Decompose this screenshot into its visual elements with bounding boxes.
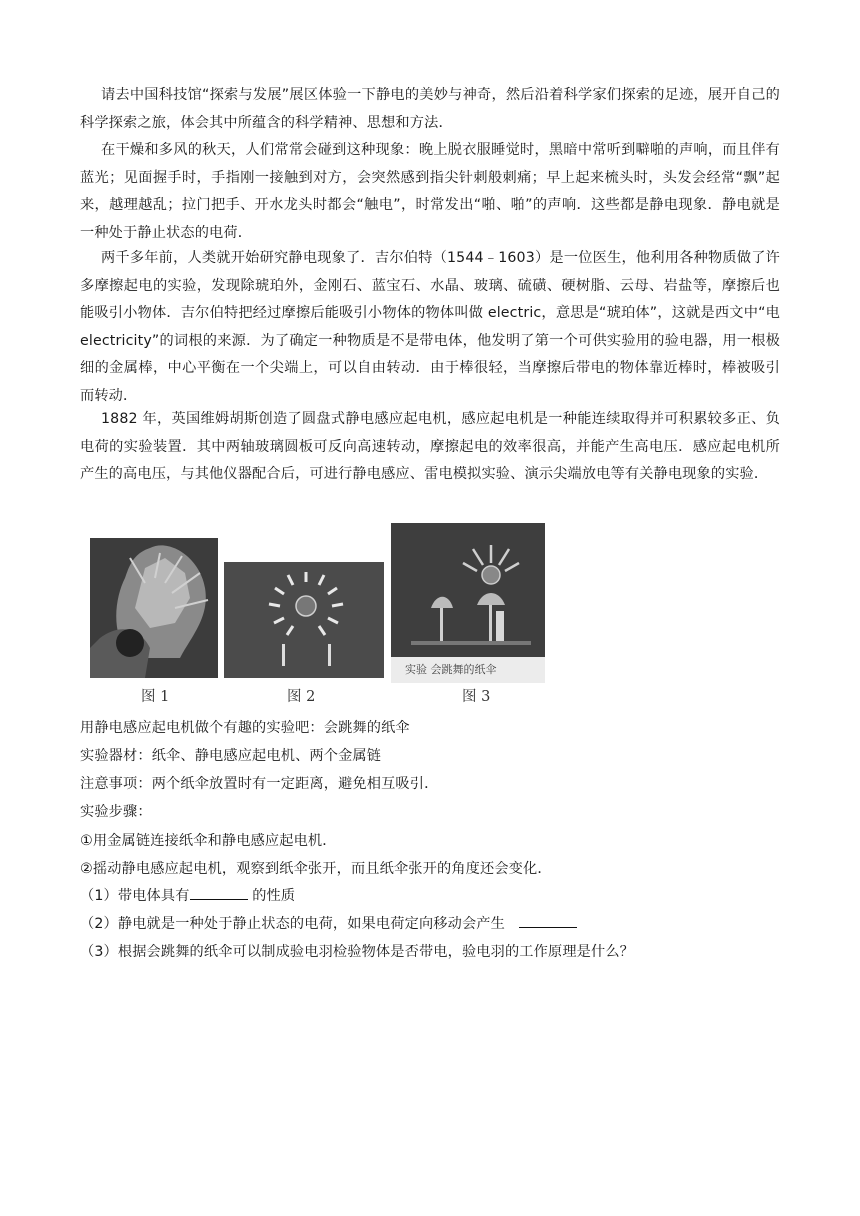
- figure-1-image: [90, 538, 218, 678]
- experiment-steps-title: 实验步骤：: [80, 804, 152, 820]
- figure-2-caption: 图 2: [287, 689, 316, 705]
- figure-3-caption: 图 3: [462, 689, 491, 705]
- experiment-materials: 实验器材：纸伞、静电感应起电机、两个金属链: [80, 748, 382, 764]
- experiment-notes: 注意事项：两个纸伞放置时有一定距离，避免相互吸引．: [80, 776, 439, 792]
- question-2-prefix: （2）静电就是一种处于静止状态的电荷，如果电荷定向移动会产生: [80, 916, 520, 932]
- question-1: [80, 886, 295, 906]
- paragraph-autumn-static: 在干燥和多风的秋天，人们常常会碰到这种现象：晚上脱衣服睡觉时，黑暗中常听到噼啪的声响，而且伴有蓝光；见面握手时，手指刚一接触到对方，会突然感到指尖针刺般刺痛；早上起来梳头时，头发会经常“飘”起来，越理越乱；拉门把手、开水龙头时都会“触电”，时常发出“啪、啪”的声响．这些都是静电现象．静电就是一种处于静止状态的电荷．: [80, 142, 780, 241]
- paragraph-gilbert: 两千多年前，人类就开始研究静电现象了．吉尔伯特（1544﹣1603）是一位医生，他利用各种物质做了许多摩擦起电的实验，发现除琥珀外，金刚石、蓝宝石、水晶、玻璃、硫磺、硬树脂、云母、岩盐等，摩擦后也能吸引小物体．吉尔伯特把经过摩擦后能吸引小物体的物体叫做 electric，意思是“琥珀体”，这就是西文中“电 electricity”的词根的来源．为了确定一种物质是不是带电体，他发明了第一个可供实验用的验电器，用一根极细的金属棒，中心平衡在一个尖端上，可以自由转动．由于棒很轻，当摩擦后带电的物体靠近棒时，棒被吸引而转动．: [80, 250, 780, 404]
- figure-1-photo: [90, 538, 218, 678]
- question-1-answer-blank[interactable]: [190, 899, 248, 900]
- figure-3-inner-label: 实验 会跳舞的纸伞: [405, 663, 497, 676]
- figure-3-image: [391, 523, 545, 683]
- figure-2-photo: [224, 562, 384, 678]
- figure-1-caption: 图 1: [141, 689, 170, 705]
- question-1-prefix: （1）带电体具有: [80, 888, 190, 904]
- question-1-suffix: 的性质: [247, 888, 296, 904]
- experiment-intro: 用静电感应起电机做个有趣的实验吧：会跳舞的纸伞: [80, 720, 410, 736]
- paragraph-wimshurst: 1882 年，英国维姆胡斯创造了圆盘式静电感应起电机，感应起电机是一种能连续取得并可积累较多正、负电荷的实验装置．其中两轴玻璃圆板可反向高速转动，摩擦起电的效率很高，并能产生高电压．感应起电机所产生的高电压，与其他仪器配合后，可进行静电感应、雷电模拟实验、演示尖端放电等有关静电现象的实验．: [80, 411, 780, 482]
- question-2: [80, 914, 577, 934]
- experiment-step-2: ②摇动静电感应起电机，观察到纸伞张开，而且纸伞张开的角度还会变化．: [80, 861, 552, 877]
- paragraph-intro: 请去中国科技馆“探索与发展”展区体验一下静电的美妙与神奇，然后沿着科学家们探索的足迹，展开自己的科学探索之旅，体会其中所蕴含的科学精神、思想和方法．: [80, 87, 780, 131]
- question-3: （3）根据会跳舞的纸伞可以制成验电羽检验物体是否带电，验电羽的工作原理是什么？: [80, 944, 635, 960]
- figure-2-image: [224, 562, 384, 678]
- question-2-answer-blank[interactable]: [519, 927, 577, 928]
- experiment-step-1: ①用金属链连接纸伞和静电感应起电机．: [80, 833, 337, 849]
- figure-3-photo: [391, 523, 545, 683]
